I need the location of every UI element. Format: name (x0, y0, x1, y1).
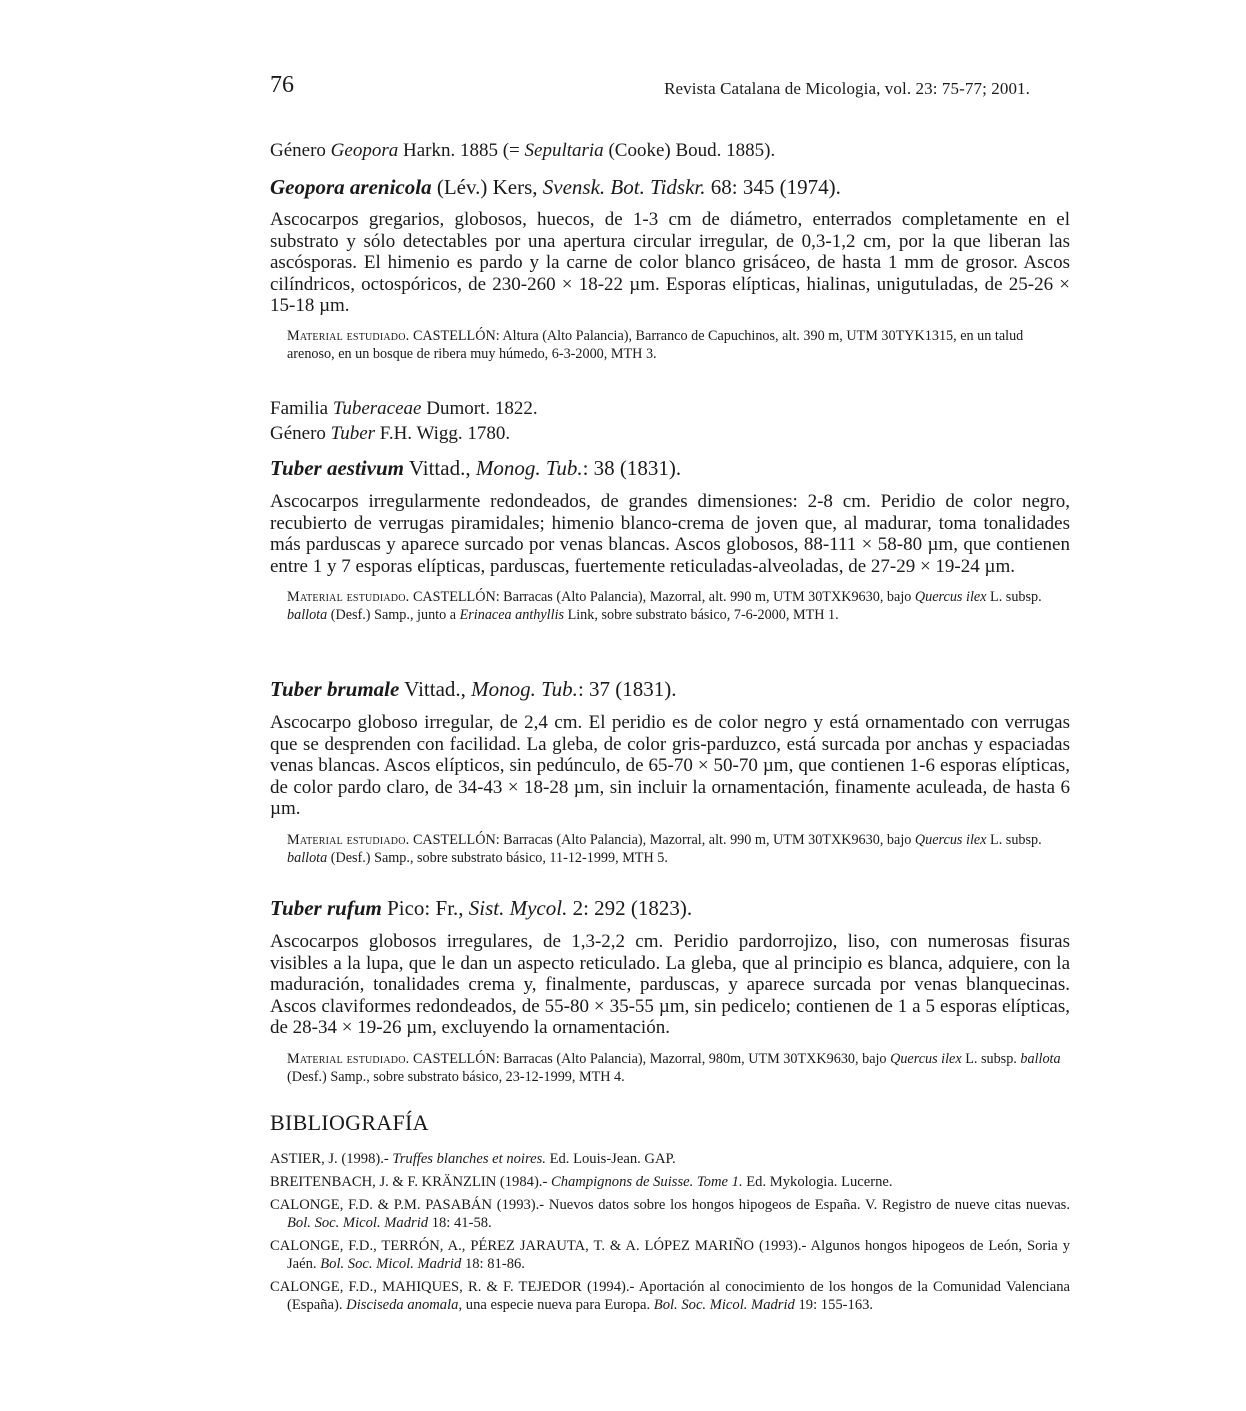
page-header (270, 72, 1030, 106)
reference-item: CALONGE, F.D., TERRÓN, A., PÉREZ JARAUTA, T. & A. LÓPEZ MARIÑO (1993).- Algunos hongos hipogeos de León, Soria y Jaén. Bol. Soc. Micol. Madrid 18: 81-86. (270, 1238, 1070, 1272)
description-tuber-brumale: Ascocarpo globoso irregular, de 2,4 cm. El peridio es de color negro y está ornamentado con verrugas que se desprenden con facilidad. La gleba, de color gris-parduzco, está surcada por anchas y espaciadas venas blancas. Ascos elípticos, sin pedúnculo, de 65-70 × 50-70 µm, que contienen 1-6 esporas elípticas, de color pardo claro, de 34-43 × 18-28 µm, sin incluir la ornamentación, finamente aculeada, de hasta 6 µm. (270, 712, 1070, 820)
genus-geopora-line: Género Geopora Harkn. 1885 (= Sepultaria (Cooke) Boud. 1885). (270, 140, 776, 161)
bibliography-heading: BIBLIOGRAFÍA (270, 1110, 429, 1135)
reference-list (270, 1150, 1070, 1314)
page-number: 76 (270, 72, 294, 98)
running-head: Revista Catalana de Micologia, vol. 23: 75-77; 2001. (664, 79, 1030, 98)
description-geopora-arenicola: Ascocarpos gregarios, globosos, huecos, de 1-3 cm de diámetro, enterrados completamente en el substrato y sólo detectables por una apertura circular irregular, de 0,3-1,2 cm, por la que liberan las ascósporas. El himenio es pardo y la carne de color blanco grisáceo, de hasta 1 mm de grosor. Ascos cilíndricos, octospóricos, de 230-260 × 18-22 µm. Esporas elípticas, hialinas, unigutuladas, de 25-26 × 15-18 µm. (270, 209, 1070, 317)
tuber-rufum-section (270, 895, 1070, 1086)
species-title-tuber-aestivum: Tuber aestivum Vittad., Monog. Tub.: 38 (1831). (270, 456, 682, 480)
genus-tuber-line: Género Tuber F.H. Wigg. 1780. (270, 423, 511, 444)
reference-item: ASTIER, J. (1998).- Truffes blanches et noires. Ed. Louis-Jean. GAP. (270, 1151, 676, 1167)
reference-item: BREITENBACH, J. & F. KRÄNZLIN (1984).- Champignons de Suisse. Tome 1. Ed. Mykologia. Lucerne. (270, 1174, 893, 1190)
description-tuber-rufum: Ascocarpos globosos irregulares, de 1,3-2,2 cm. Peridio pardorrojizo, liso, con numerosas fisuras visibles a la lupa, que le dan un aspecto reticulado. La gleba, que al principio es blanca, adquiere, con la maduración, tonalidades crema y, finalmente, parduscas, y aparece surcada por venas blanquecinas. Ascos claviformes redondeados, de 55-80 × 35-55 µm, sin pedicelo; contienen de 1 a 5 esporas elípticas, de 28-34 × 19-26 µm, excluyendo la ornamentación. (270, 931, 1070, 1039)
material-geopora-arenicola: Material estudiado. CASTELLÓN: Altura (Alto Palancia), Barranco de Capuchinos, alt. 390 m, UTM 30TYK1315, en un talud arenoso, en un bosque de ribera muy húmedo, 6-3-2000, MTH 3. (287, 327, 1024, 362)
reference-item: CALONGE, F.D., MAHIQUES, R. & F. TEJEDOR (1994).- Aportación al conocimiento de los hongos de la Comunidad Valenciana (España). Disciseda anomala, una especie nueva para Europa. Bol. Soc. Micol. Madrid 19: 155-163. (270, 1279, 1070, 1313)
geopora-section (270, 140, 1070, 363)
description-tuber-aestivum: Ascocarpos irregularmente redondeados, de grandes dimensiones: 2-8 cm. Peridio de color negro, recubierto de verrugas piramidales; himenio blanco-crema de joven que, al madurar, toma tonalidades más parduscas y aparece surcado por venas blancas. Ascos globosos, 88-111 × 58-80 µm, que contienen entre 1 y 7 esporas elípticas, parduscas, fuertemente reticuladas-alveoladas, de 27-29 × 19-24 µm. (270, 491, 1070, 577)
bibliography-section (270, 1110, 1070, 1319)
species-title-tuber-brumale: Tuber brumale Vittad., Monog. Tub.: 37 (1831). (270, 677, 677, 701)
species-title-geopora-arenicola: Geopora arenicola (Lév.) Kers, Svensk. Bot. Tidskr. 68: 345 (1974). (270, 175, 841, 199)
species-title-tuber-rufum: Tuber rufum Pico: Fr., Sist. Mycol. 2: 292 (1823). (270, 896, 693, 920)
tuber-aestivum-section (270, 455, 1070, 624)
reference-item: CALONGE, F.D. & P.M. PASABÁN (1993).- Nuevos datos sobre los hongos hipogeos de España. V. Registro de nueve citas nuevas. Bol. Soc. Micol. Madrid 18: 41-58. (270, 1197, 1070, 1231)
tuberaceae-section (270, 398, 1070, 445)
material-tuber-aestivum: Material estudiado. CASTELLÓN: Barracas (Alto Palancia), Mazorral, alt. 990 m, UTM 30TXK9630, bajo Quercus ilex L. subsp. ballota (Desf.) Samp., junto a Erinacea anthyllis Link, sobre substrato básico, 7-6-2000, MTH 1. (287, 589, 1042, 624)
material-tuber-rufum: Material estudiado. CASTELLÓN: Barracas (Alto Palancia), Mazorral, 980m, UTM 30TXK9630, bajo Quercus ilex L. subsp. ballota (Desf.) Samp., sobre substrato básico, 23-12-1999, MTH 4. (287, 1050, 1061, 1085)
tuber-brumale-section (270, 676, 1070, 867)
family-tuberaceae-line: Familia Tuberaceae Dumort. 1822. (270, 398, 538, 419)
material-tuber-brumale: Material estudiado. CASTELLÓN: Barracas (Alto Palancia), Mazorral, alt. 990 m, UTM 30TXK9630, bajo Quercus ilex L. subsp. ballota (Desf.) Samp., sobre substrato básico, 11-12-1999, MTH 5. (287, 831, 1042, 866)
